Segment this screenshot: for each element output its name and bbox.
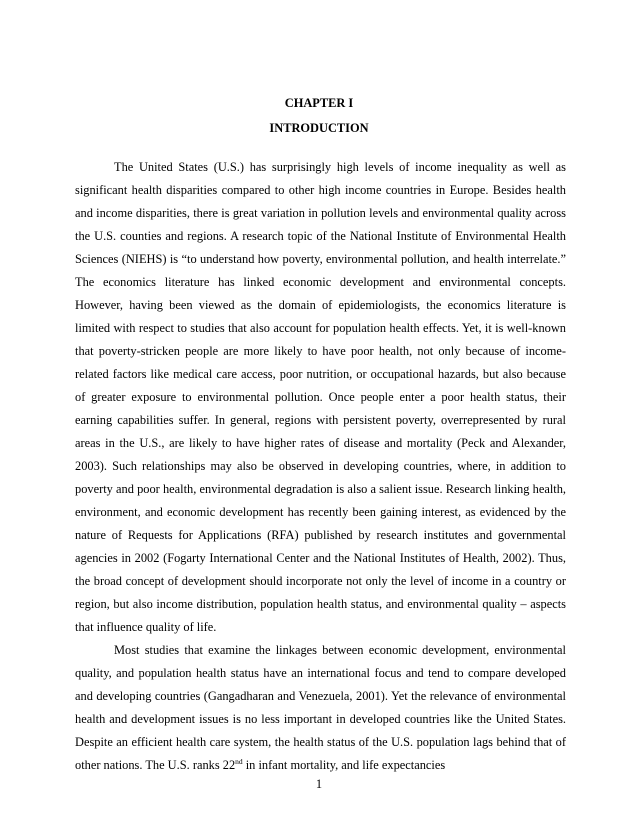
paragraph-2-text-continued: in infant mortality, and life expectancies bbox=[242, 758, 446, 772]
chapter-title: INTRODUCTION bbox=[269, 121, 369, 135]
ordinal-suffix: nd bbox=[235, 756, 243, 766]
paragraph-2-text: Most studies that examine the linkages between economic development, environmental quality, and population health status have an international focus and tend to compare developed and developing countries (Gangadharan and Venezuela, 2001). Yet the relevance of environmental health and development issues is no less important in developed countries like the United States. Despite an efficient health care system, the health status of the U.S. population lags behind that of other nations. The U.S. ranks 22 bbox=[75, 643, 566, 772]
body-text bbox=[75, 156, 566, 777]
page-number: 1 bbox=[315, 777, 323, 791]
chapter-number: CHAPTER I bbox=[284, 96, 354, 110]
paragraph-1: The United States (U.S.) has surprisingly high levels of income inequality as well as significant health disparities compared to other high income countries in Europe. Besides health and income disparities, there is great variation in pollution levels and environmental quality across the U.S. counties and regions. A research topic of the National Institute of Environmental Health Sciences (NIEHS) is “to understand how poverty, environmental pollution, and health interrelate.” The economics literature has linked economic development and environmental concepts. However, having been viewed as the domain of epidemiologists, the economics literature is limited with respect to studies that also account for population health effects. Yet, it is well-known that poverty-stricken people are more likely to have poor health, not only because of income-related factors like medical care access, poor nutrition, or occupational hazards, but also because of greater exposure to environmental pollution. Once people enter a poor health status, their earning capabilities suffer. In general, regions with persistent poverty, overrepresented by rural areas in the U.S., are likely to have higher rates of disease and mortality (Peck and Alexander, 2003). Such relationships may also be observed in developing countries, where, in addition to poverty and poor health, environmental degradation is also a salient issue. Research linking health, environment, and economic development has recently been gaining interest, as evidenced by the nature of Requests for Applications (RFA) published by research institutes and governmental agencies in 2002 (Fogarty International Center and the National Institutes of Health, 2002). Thus, the broad concept of development should incorporate not only the level of income in a country or region, but also income distribution, population health status, and environmental quality – aspects that influence quality of life. bbox=[75, 160, 566, 634]
paragraph-2 bbox=[75, 639, 566, 777]
